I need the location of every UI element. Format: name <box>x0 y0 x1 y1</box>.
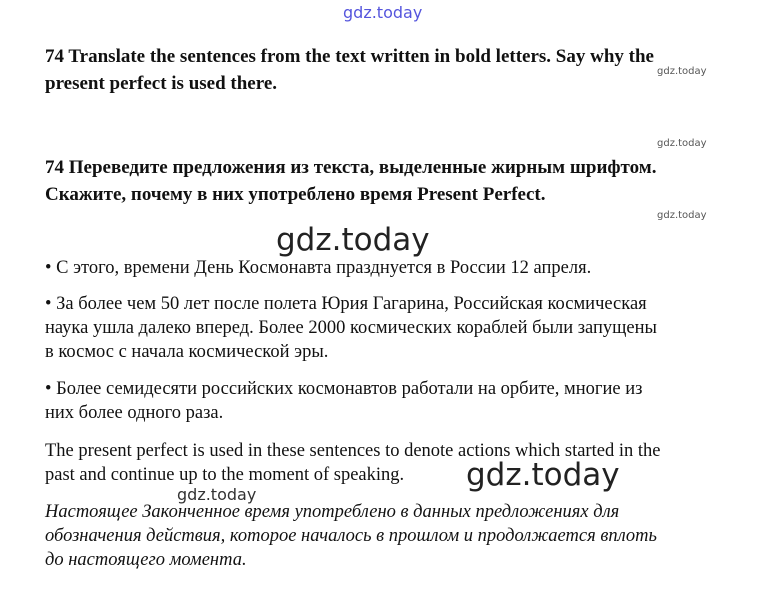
explanation-line: past and continue up to the moment of speaking. <box>45 465 405 485</box>
task-heading-ru-line: Скажите, почему в них употреблено время Present Perfect. <box>45 184 546 205</box>
task-heading-ru-line: 74 Переведите предложения из текста, выделенные жирным шрифтом. <box>45 157 657 178</box>
watermark-large: gdz.today <box>276 222 430 258</box>
answer-line: • Более семидесяти российских космонавтов работали на орбите, многие из <box>45 379 643 399</box>
task-heading-ru <box>45 154 745 208</box>
answer-line: них более одного раза. <box>45 403 224 423</box>
answer-bullet-1 <box>45 256 750 280</box>
explanation-ru <box>45 500 750 572</box>
answer-line: наука ушла далеко вперед. Более 2000 космических кораблей были запущены <box>45 318 657 338</box>
explanation-en <box>45 439 750 487</box>
answer-line: • За более чем 50 лет после полета Юрия Гагарина, Российская космическая <box>45 294 647 314</box>
explanation-line: до настоящего момента. <box>45 550 247 570</box>
answer-bullet-3 <box>45 377 750 425</box>
task-heading-en <box>45 43 745 97</box>
watermark-small: gdz.today <box>657 138 707 149</box>
answer-line: • С этого, времени День Космонавта празднуется в России 12 апреля. <box>45 258 592 278</box>
watermark-large: gdz.today <box>466 457 620 493</box>
explanation-line: Настоящее Законченное время употреблено в данных предложениях для <box>45 502 620 522</box>
watermark-small: gdz.today <box>657 210 707 221</box>
answer-line: в космос с начала космической эры. <box>45 342 329 362</box>
answer-bullet-2 <box>45 292 750 364</box>
explanation-line: The present perfect is used in these sentences to denote actions which started in the <box>45 441 661 461</box>
watermark-medium: gdz.today <box>177 485 257 504</box>
task-heading-en-line: present perfect is used there. <box>45 73 277 94</box>
explanation-line: обозначения действия, которое началось в прошлом и продолжается вплоть <box>45 526 657 546</box>
watermark-top: gdz.today <box>343 3 423 22</box>
task-heading-en-line: 74 Translate the sentences from the text written in bold letters. Say why the <box>45 46 654 67</box>
watermark-small: gdz.today <box>657 66 707 77</box>
